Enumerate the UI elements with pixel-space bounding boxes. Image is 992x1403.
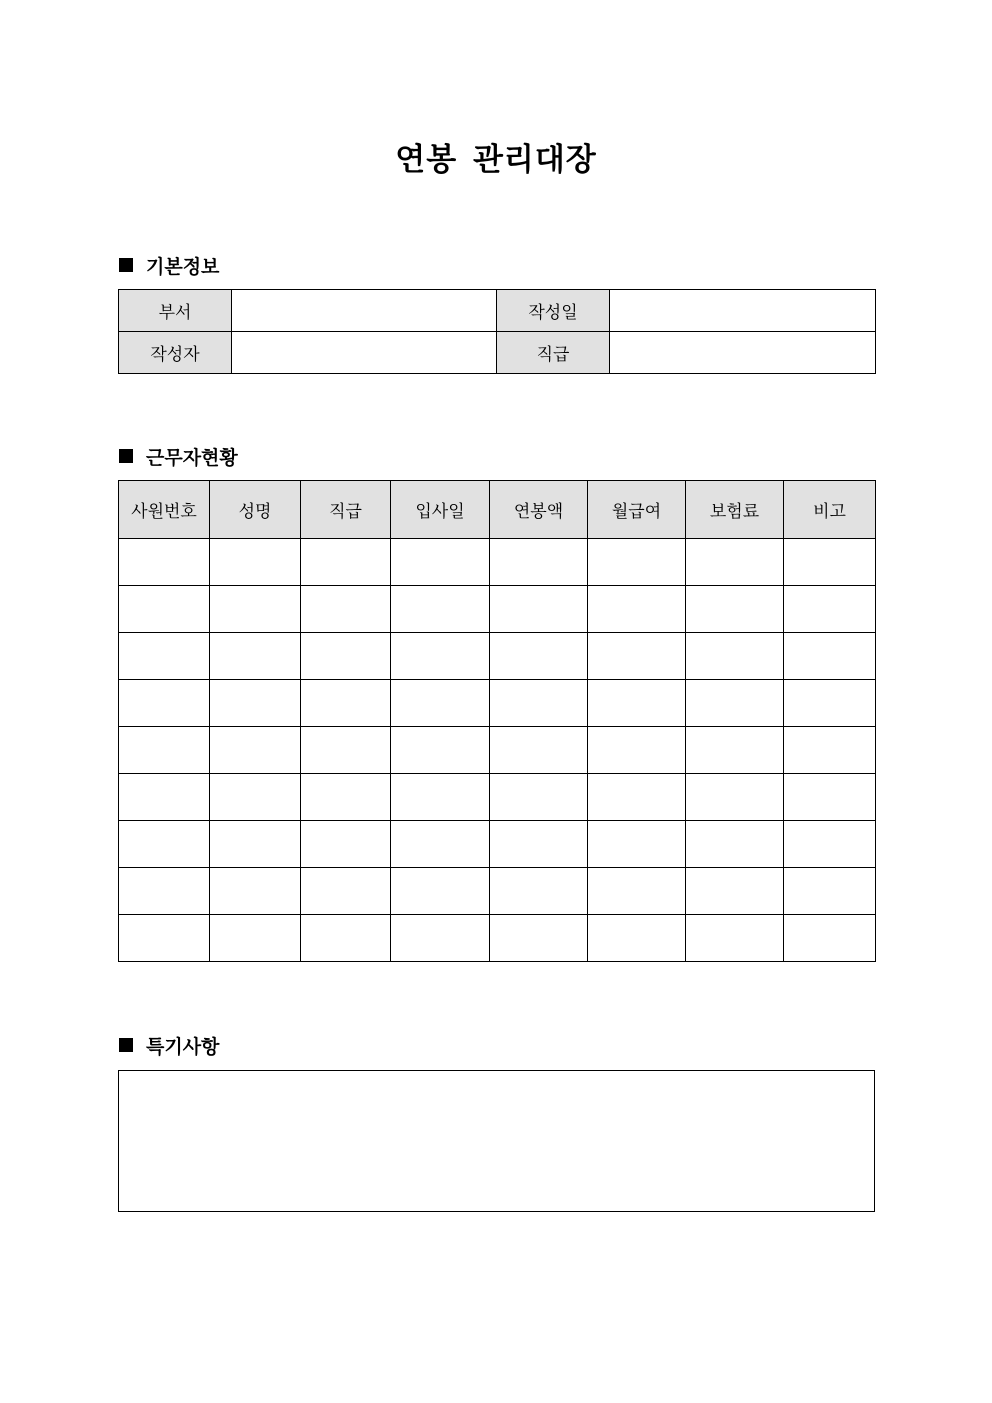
table-cell[interactable] [119, 868, 210, 915]
table-cell[interactable] [588, 821, 686, 868]
table-cell[interactable] [588, 868, 686, 915]
table-cell[interactable] [784, 868, 876, 915]
table-cell[interactable] [119, 821, 210, 868]
table-cell[interactable] [301, 915, 391, 962]
table-cell[interactable] [210, 680, 301, 727]
table-cell[interactable] [784, 586, 876, 633]
table-cell[interactable] [490, 821, 588, 868]
table-cell[interactable] [686, 821, 784, 868]
staff-status-table [118, 480, 876, 962]
table-cell[interactable] [391, 633, 490, 680]
table-cell[interactable] [210, 821, 301, 868]
position-field[interactable] [610, 332, 876, 374]
table-row [119, 727, 876, 774]
table-cell[interactable] [588, 539, 686, 586]
section-heading-basic-info [119, 253, 219, 277]
date-written-label: 작성일 [497, 290, 610, 332]
table-cell[interactable] [119, 680, 210, 727]
column-header-annual-salary: 연봉액 [490, 481, 588, 539]
table-cell[interactable] [686, 915, 784, 962]
table-cell[interactable] [784, 727, 876, 774]
table-cell[interactable] [391, 915, 490, 962]
table-cell[interactable] [119, 633, 210, 680]
table-cell[interactable] [784, 774, 876, 821]
table-cell[interactable] [301, 727, 391, 774]
table-cell[interactable] [301, 868, 391, 915]
table-cell[interactable] [490, 774, 588, 821]
table-row [119, 680, 876, 727]
table-cell[interactable] [784, 821, 876, 868]
table-row [119, 774, 876, 821]
special-notes-box[interactable] [118, 1070, 875, 1212]
table-cell[interactable] [119, 774, 210, 821]
basic-info-row [119, 290, 876, 332]
table-row [119, 915, 876, 962]
table-cell[interactable] [119, 539, 210, 586]
table-cell[interactable] [391, 868, 490, 915]
table-cell[interactable] [784, 633, 876, 680]
table-cell[interactable] [301, 633, 391, 680]
staff-header-row [119, 481, 876, 539]
table-cell[interactable] [588, 586, 686, 633]
table-cell[interactable] [686, 868, 784, 915]
table-cell[interactable] [588, 680, 686, 727]
table-cell[interactable] [490, 680, 588, 727]
basic-info-row [119, 332, 876, 374]
table-cell[interactable] [119, 727, 210, 774]
basic-info-table [118, 289, 876, 374]
table-cell[interactable] [490, 868, 588, 915]
table-row [119, 821, 876, 868]
table-cell[interactable] [391, 539, 490, 586]
author-label: 작성자 [119, 332, 232, 374]
section-heading-label: 특기사항 [146, 1035, 220, 1058]
page-title: 연봉 관리대장 [395, 142, 597, 178]
column-header-remarks: 비고 [784, 481, 876, 539]
table-cell[interactable] [210, 868, 301, 915]
table-cell[interactable] [784, 539, 876, 586]
section-heading-staff-status [119, 444, 238, 468]
table-cell[interactable] [490, 539, 588, 586]
table-cell[interactable] [391, 821, 490, 868]
table-cell[interactable] [210, 539, 301, 586]
table-cell[interactable] [588, 915, 686, 962]
section-heading-label: 근무자현황 [146, 446, 238, 469]
black-square-icon [119, 1038, 133, 1052]
table-cell[interactable] [490, 915, 588, 962]
column-header-hire-date: 입사일 [391, 481, 490, 539]
date-written-field[interactable] [610, 290, 876, 332]
table-cell[interactable] [210, 915, 301, 962]
column-header-insurance: 보험료 [686, 481, 784, 539]
table-cell[interactable] [686, 539, 784, 586]
table-cell[interactable] [490, 727, 588, 774]
table-cell[interactable] [686, 727, 784, 774]
column-header-name: 성명 [210, 481, 301, 539]
staff-table-body [119, 539, 876, 962]
table-cell[interactable] [686, 586, 784, 633]
department-field[interactable] [232, 290, 497, 332]
column-header-employee-number: 사원번호 [119, 481, 210, 539]
table-cell[interactable] [301, 821, 391, 868]
position-label: 직급 [497, 332, 610, 374]
table-cell[interactable] [210, 774, 301, 821]
column-header-position: 직급 [301, 481, 391, 539]
table-cell[interactable] [686, 774, 784, 821]
table-cell[interactable] [588, 727, 686, 774]
table-cell[interactable] [301, 774, 391, 821]
table-row [119, 539, 876, 586]
table-cell[interactable] [391, 727, 490, 774]
table-cell[interactable] [391, 680, 490, 727]
table-cell[interactable] [301, 539, 391, 586]
table-cell[interactable] [210, 727, 301, 774]
table-cell[interactable] [119, 915, 210, 962]
department-label: 부서 [119, 290, 232, 332]
table-cell[interactable] [391, 774, 490, 821]
table-cell[interactable] [301, 680, 391, 727]
table-row [119, 868, 876, 915]
table-cell[interactable] [784, 680, 876, 727]
table-cell[interactable] [686, 633, 784, 680]
table-cell[interactable] [391, 586, 490, 633]
table-cell[interactable] [588, 633, 686, 680]
black-square-icon [119, 449, 133, 463]
table-cell[interactable] [490, 586, 588, 633]
table-row [119, 586, 876, 633]
section-heading-label: 기본정보 [146, 255, 220, 278]
table-cell[interactable] [210, 586, 301, 633]
black-square-icon [119, 258, 133, 272]
table-cell[interactable] [490, 633, 588, 680]
table-row [119, 633, 876, 680]
table-cell[interactable] [210, 633, 301, 680]
table-cell[interactable] [686, 680, 784, 727]
section-heading-special-notes [119, 1033, 219, 1057]
author-field[interactable] [232, 332, 497, 374]
table-cell[interactable] [588, 774, 686, 821]
column-header-monthly-pay: 월급여 [588, 481, 686, 539]
table-cell[interactable] [119, 586, 210, 633]
table-cell[interactable] [301, 586, 391, 633]
table-cell[interactable] [784, 915, 876, 962]
